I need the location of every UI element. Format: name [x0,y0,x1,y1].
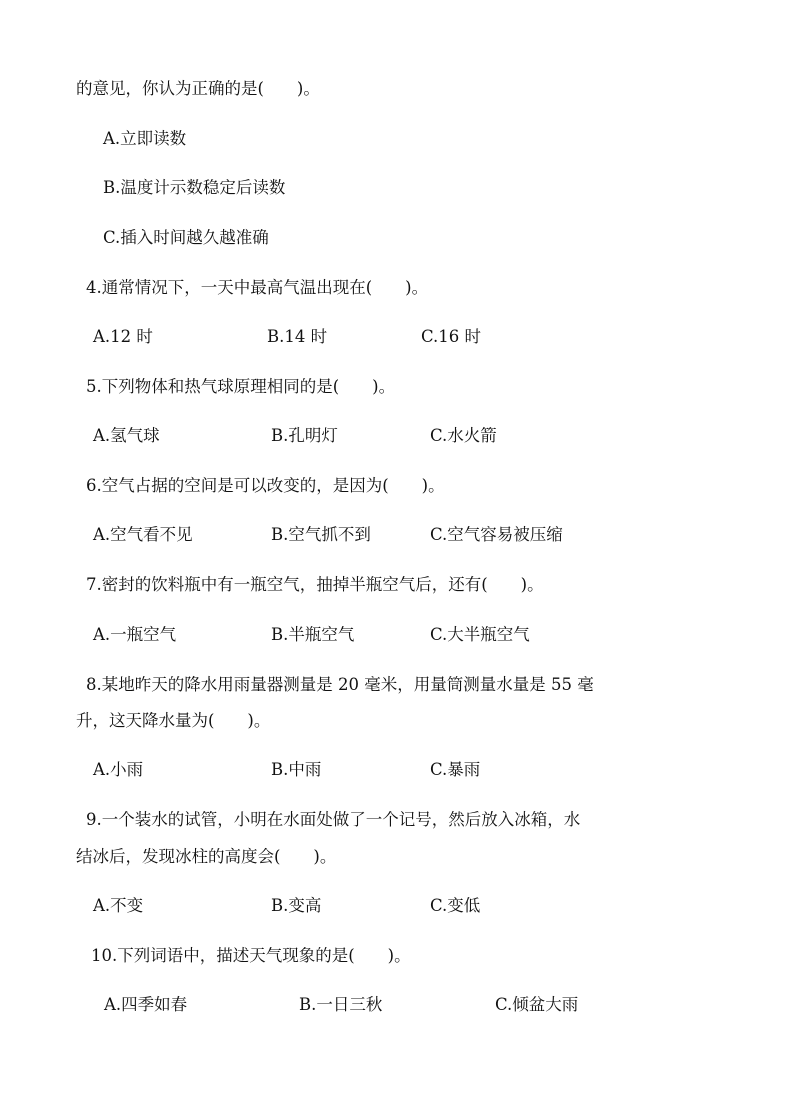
q6-option-a: A.空气看不见 [93,525,193,544]
q8-option-c: C.暴雨 [430,760,481,779]
q4-option-c: C.16 时 [421,327,482,346]
q6-option-b: B.空气抓不到 [271,525,371,544]
q8-stem-line1: 8.某地昨天的降水用雨量器测量是 20 毫米，用量筒测量水量是 55 毫 [86,675,594,694]
q5-option-b: B.孔明灯 [271,426,338,445]
q3-stem-continuation: 的意见，你认为正确的是( )。 [76,79,320,98]
q6-option-c: C.空气容易被压缩 [430,525,563,544]
q9-stem-line1: 9.一个装水的试管，小明在水面处做了一个记号，然后放入冰箱，水 [86,810,581,829]
q10-stem: 10.下列词语中，描述天气现象的是( )。 [91,946,411,965]
q3-option-a: A.立即读数 [103,129,187,148]
q8-option-b: B.中雨 [271,760,322,779]
q8-option-a: A.小雨 [93,760,144,779]
q10-option-a: A.四季如春 [104,995,188,1014]
q7-option-b: B.半瓶空气 [271,625,355,644]
q5-option-c: C.水火箭 [430,426,497,445]
q3-option-b: B.温度计示数稳定后读数 [103,178,286,197]
q9-option-b: B.变高 [271,896,322,915]
q9-stem-line2: 结冰后，发现冰柱的高度会( )。 [76,847,337,866]
q5-stem: 5.下列物体和热气球原理相同的是( )。 [86,377,396,396]
q8-stem-line2: 升，这天降水量为( )。 [76,711,271,730]
q9-option-a: A.不变 [93,896,144,915]
q7-option-c: C.大半瓶空气 [430,625,530,644]
q5-option-a: A.氢气球 [93,426,160,445]
q3-option-c: C.插入时间越久越准确 [103,228,269,247]
q10-option-c: C.倾盆大雨 [495,995,579,1014]
q4-stem: 4.通常情况下，一天中最高气温出现在( )。 [86,278,429,297]
q10-option-b: B.一日三秋 [299,995,383,1014]
q4-option-b: B.14 时 [267,327,328,346]
q6-stem: 6.空气占据的空间是可以改变的，是因为( )。 [86,476,445,495]
q9-option-c: C.变低 [430,896,481,915]
q4-option-a: A.12 时 [93,327,153,346]
q7-stem: 7.密封的饮料瓶中有一瓶空气，抽掉半瓶空气后，还有( )。 [86,575,544,594]
q7-option-a: A.一瓶空气 [93,625,177,644]
